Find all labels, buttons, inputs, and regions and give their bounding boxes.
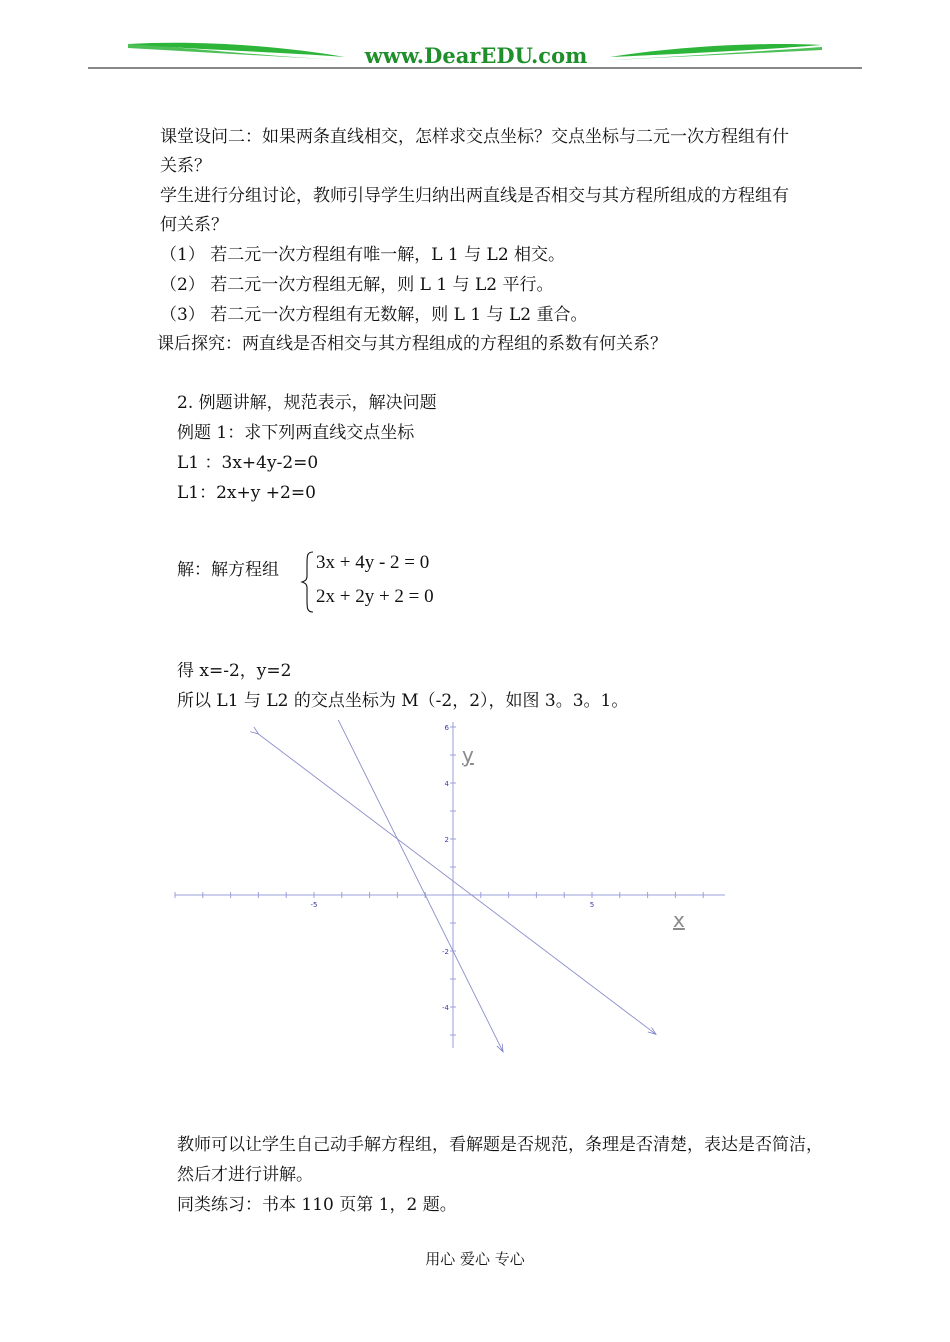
discussion-line-2: 何关系？	[160, 215, 228, 235]
after-class-exploration: 课后探究：两直线是否相交与其方程组成的方程组的系数有何关系？	[157, 334, 667, 354]
practice-assignment: 同类练习：书本 110 页第 1，2 题。	[177, 1195, 457, 1215]
x-tick-label: 5	[589, 901, 595, 909]
x-tick-label: -5	[310, 901, 318, 909]
y-tick-label: 2	[444, 836, 449, 844]
system-brace	[300, 550, 316, 614]
case-2: （2） 若二元一次方程组无解，则 L 1 与 L2 平行。	[160, 275, 554, 295]
section-2-heading: 2. 例题讲解，规范表示，解决问题	[177, 393, 437, 413]
line-l2-equation: L1：2x+y +2=0	[177, 483, 316, 503]
line-l1	[258, 734, 656, 1034]
example-title: 例题 1：求下列两直线交点坐标	[177, 423, 415, 443]
case-1: （1） 若二元一次方程组有唯一解，L 1 与 L2 相交。	[160, 245, 566, 265]
header-site-logo: www.DearEDU.com	[364, 43, 588, 68]
y-tick-label: -2	[442, 948, 449, 956]
discussion-line-1: 学生进行分组讨论，教师引导学生归纳出两直线是否相交与其方程所组成的方程组有	[160, 186, 789, 206]
teacher-note-line-2: 然后才进行讲解。	[177, 1165, 313, 1185]
system-equation-2: 2x + 2y + 2 = 0	[316, 586, 434, 607]
solution-result: 得 x=-2，y=2	[177, 661, 292, 681]
header-swoosh-left	[128, 43, 345, 57]
x-axis-label: x	[673, 908, 685, 932]
question-two-line-2: 关系？	[160, 156, 211, 176]
y-tick-label: 6	[444, 724, 449, 732]
y-tick-label: -4	[442, 1004, 449, 1012]
y-tick-label: 4	[444, 780, 449, 788]
intersection-graph	[170, 720, 730, 1060]
solve-label: 解：解方程组	[177, 560, 279, 580]
y-axis-label: y	[462, 743, 474, 767]
page-footer: 用心 爱心 专心	[425, 1250, 525, 1268]
system-equation-1: 3x + 4y - 2 = 0	[316, 552, 430, 573]
teacher-note-line-1: 教师可以让学生自己动手解方程组，看解题是否规范，条理是否清楚，表达是否简洁，	[177, 1135, 823, 1155]
line-l2	[331, 720, 503, 1052]
solution-conclusion: 所以 L1 与 L2 的交点坐标为 M（-2，2），如图 3。3。1。	[177, 691, 629, 711]
question-two-line-1: 课堂设问二：如果两条直线相交，怎样求交点坐标？交点坐标与二元一次方程组有什	[160, 127, 789, 147]
case-3: （3） 若二元一次方程组有无数解，则 L 1 与 L2 重合。	[160, 305, 588, 325]
header-banner	[0, 0, 950, 80]
line-l1-equation: L1 ：3x+4y-2=0	[177, 453, 319, 473]
